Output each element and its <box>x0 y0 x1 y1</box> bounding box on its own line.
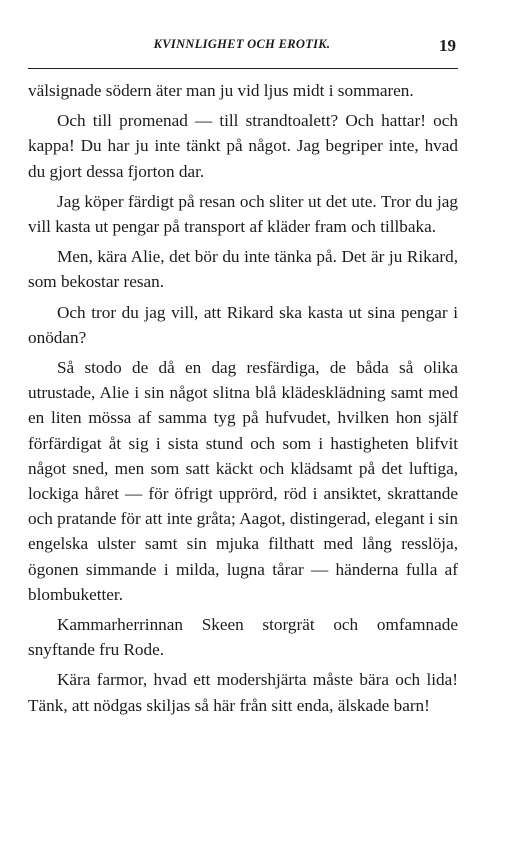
paragraph-2: Och till promenad — till strandtoalett? Och hattar! och kappa! Du har ju inte tänkt på något. Jag begriper inte, hvad du gjort dessa fjorton dar. <box>28 111 458 181</box>
paragraph-7: Kammarherrinnan Skeen storgrät och omfamnade snyftande fru Rode. <box>28 615 458 660</box>
header-rule <box>28 68 458 69</box>
paragraph-1: välsignade södern äter man ju vid ljus midt i sommaren. <box>28 81 414 100</box>
paragraph-6: Så stodo de då en dag resfärdiga, de båda så olika utrustade, Alie i sin något slitna blå klädesklädning samt med en liten mössa af samma tyg på hufvudet, hvilken hon själf förfärdigat åt sig i sista stund och som i hastigheten blifvit något sned, men som satt käckt och klädsamt på det luftiga, lockiga håret — för öfrigt upprörd, röd i ansiktet, skrattande och pratande för att inte gråta; Aagot, distingerad, elegant i sin engelska ulster samt sin mjuka filthatt med lång resslöja, ögonen simmande i milda, lugna tårar — händerna fulla af blombuketter. <box>28 358 458 604</box>
paragraph-8: Kära farmor, hvad ett modershjärta måste bära och lida! Tänk, att nödgas skiljas så här från sitt enda, älskade barn! <box>28 670 458 715</box>
running-title: KVINNLIGHET OCH EROTIK. <box>153 37 331 51</box>
paragraph-3: Jag köper färdigt på resan och sliter ut det ute. Tror du jag vill kasta ut pengar på transport af kläder fram och tillbaka. <box>28 191 458 237</box>
body-text <box>28 78 458 718</box>
paragraph-5: Och tror du jag vill, att Rikard ska kasta ut sina pengar i onödan? <box>28 302 458 347</box>
running-header <box>28 37 456 57</box>
paragraph-4: Men, kära Alie, det bör du inte tänka på. Det är ju Rikard, som bekostar resan. <box>28 247 458 292</box>
page-number: 19 <box>439 36 456 55</box>
